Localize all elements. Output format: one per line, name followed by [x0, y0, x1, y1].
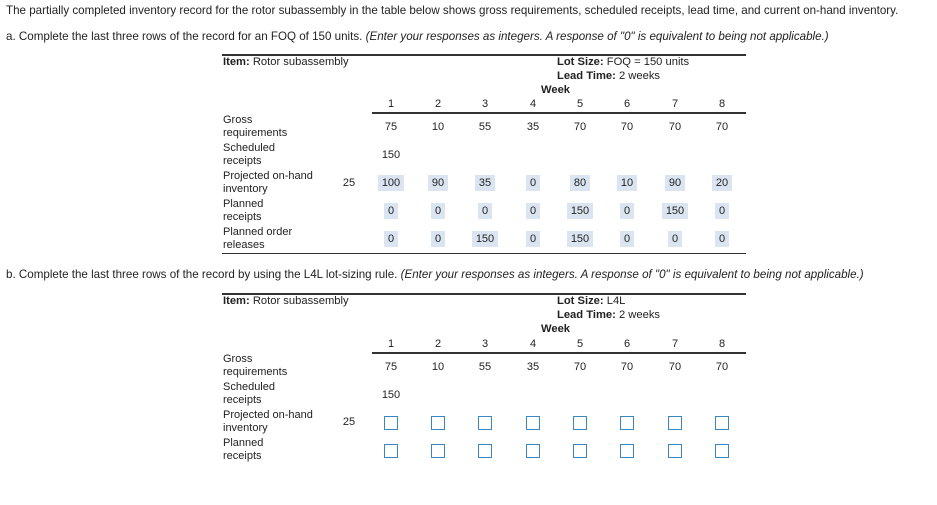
- part-a-lot-label: Lot Size:: [557, 56, 604, 68]
- part-b-poh-input-week-4[interactable]: [526, 416, 540, 430]
- part-b-gross-week-8: 70: [715, 361, 729, 373]
- part-a-por-week-8[interactable]: 0: [715, 231, 729, 247]
- part-a-week-header-7: 7: [671, 98, 679, 110]
- part-b-poh-input-week-8[interactable]: [715, 416, 729, 430]
- part-a-bottom-rule: [222, 253, 746, 254]
- part-b-planned-input-week-3[interactable]: [478, 444, 492, 458]
- part-a-gross-week-6: 70: [620, 121, 634, 133]
- part-a-poh-label-line2: inventory: [223, 183, 268, 195]
- part-a-on-hand: 25: [342, 177, 356, 189]
- part-a-sched-week-1: 150: [381, 149, 401, 161]
- part-b-gross-label: [223, 353, 333, 379]
- part-a-lead-value: 2 weeks: [618, 70, 661, 82]
- part-b-poh-label-line1: Projected on-hand: [223, 409, 313, 421]
- part-a-por-label: [223, 226, 333, 252]
- part-b-gross-week-4: 35: [526, 361, 540, 373]
- part-a-poh-week-7[interactable]: 90: [665, 175, 685, 191]
- part-a-por-week-5[interactable]: 150: [567, 231, 593, 247]
- part-a-por-label-line1: Planned order: [223, 226, 293, 238]
- part-b-gross-week-5: 70: [573, 361, 587, 373]
- part-b-planned-label-line1: Planned: [223, 437, 264, 449]
- part-b-planned-label-line2: receipts: [223, 450, 262, 462]
- part-a-gross-label-line2: requirements: [223, 127, 288, 139]
- part-a-week-header-2: 2: [434, 98, 442, 110]
- part-b-lot-value: L4L: [606, 295, 626, 307]
- part-a-gross-week-2: 10: [431, 121, 445, 133]
- part-a-por-label-line2: releases: [223, 239, 265, 251]
- part-b-planned-input-week-8[interactable]: [715, 444, 729, 458]
- part-a-planned-week-3[interactable]: 0: [478, 203, 492, 219]
- part-b-poh-label-line2: inventory: [223, 422, 268, 434]
- part-a-poh-week-8[interactable]: 20: [712, 175, 732, 191]
- part-b-item: [223, 295, 349, 307]
- part-b-text: Complete the last three rows of the record by using the L4L lot-sizing rule.: [18, 268, 398, 281]
- part-a-week-header-5: 5: [576, 98, 584, 110]
- part-a-por-week-1[interactable]: 0: [384, 231, 398, 247]
- part-a-planned-label-line2: receipts: [223, 211, 262, 223]
- part-a-por-week-2[interactable]: 0: [431, 231, 445, 247]
- part-b-lead-label: Lead Time:: [557, 309, 616, 321]
- part-a-week-rule: [372, 112, 746, 114]
- part-b-item-label: Item:: [223, 295, 250, 307]
- part-a-poh-week-3[interactable]: 35: [475, 175, 495, 191]
- part-b-planned-input-week-5[interactable]: [573, 444, 587, 458]
- part-b-week-header-1: 1: [387, 338, 395, 350]
- part-b-gross-week-6: 70: [620, 361, 634, 373]
- part-a-poh-week-2[interactable]: 90: [428, 175, 448, 191]
- part-a-poh-week-4[interactable]: 0: [526, 175, 540, 191]
- part-a-sched-label: [223, 142, 333, 168]
- part-a-gross-week-3: 55: [478, 121, 492, 133]
- part-a-planned-week-7[interactable]: 150: [662, 203, 688, 219]
- part-a-item-label: Item:: [223, 56, 250, 68]
- part-a-por-week-3[interactable]: 150: [472, 231, 498, 247]
- part-b-planned-input-week-1[interactable]: [384, 444, 398, 458]
- part-a-poh-week-6[interactable]: 10: [617, 175, 637, 191]
- part-a-planned-week-4[interactable]: 0: [526, 203, 540, 219]
- part-a-poh-week-5[interactable]: 80: [570, 175, 590, 191]
- part-a-week-label: Week: [541, 84, 571, 96]
- part-b-lead-value: 2 weeks: [618, 309, 661, 321]
- part-a-poh-week-1[interactable]: 100: [378, 175, 404, 191]
- part-a-instruction: (Enter your responses as integers. A response of "0" is equivalent to being not applicable.): [365, 30, 829, 43]
- part-b-poh-input-week-2[interactable]: [431, 416, 445, 430]
- part-a-week-header-3: 3: [481, 98, 489, 110]
- part-b-item-value: Rotor subassembly: [252, 295, 349, 307]
- part-b-gross-week-3: 55: [478, 361, 492, 373]
- part-a-question: [6, 30, 829, 43]
- part-a-por-week-7[interactable]: 0: [668, 231, 682, 247]
- part-b-sched-label-line2: receipts: [223, 394, 262, 406]
- part-a-gross-label: [223, 114, 333, 140]
- part-a-lead-label: Lead Time:: [557, 70, 616, 82]
- part-b-poh-label: [223, 409, 333, 435]
- part-a-gross-week-8: 70: [715, 121, 729, 133]
- part-b-week-rule: [372, 352, 746, 354]
- part-a-lead-time: [557, 70, 660, 82]
- part-b-sched-week-1: 150: [381, 389, 401, 401]
- part-b-poh-input-week-3[interactable]: [478, 416, 492, 430]
- part-b-planned-input-week-2[interactable]: [431, 444, 445, 458]
- part-b-gross-week-2: 10: [431, 361, 445, 373]
- part-b-week-header-8: 8: [718, 338, 726, 350]
- part-b-lot-size: [557, 295, 625, 307]
- part-a-planned-week-8[interactable]: 0: [715, 203, 729, 219]
- part-a-poh-label-line1: Projected on-hand: [223, 170, 313, 182]
- part-a-sched-label-line1: Scheduled: [223, 142, 275, 154]
- part-b-planned-input-week-7[interactable]: [668, 444, 682, 458]
- part-a-item: [223, 56, 349, 68]
- part-a-poh-label: [223, 170, 333, 196]
- part-b-on-hand: 25: [342, 416, 356, 428]
- part-b-planned-input-week-4[interactable]: [526, 444, 540, 458]
- part-a-gross-week-5: 70: [573, 121, 587, 133]
- part-a-week-header-4: 4: [529, 98, 537, 110]
- part-a-planned-week-1[interactable]: 0: [384, 203, 398, 219]
- part-b-sched-label: [223, 381, 333, 407]
- part-b-gross-label-line1: Gross: [223, 353, 253, 365]
- part-b-lot-label: Lot Size:: [557, 295, 604, 307]
- part-b-week-header-4: 4: [529, 338, 537, 350]
- part-b-poh-input-week-5[interactable]: [573, 416, 587, 430]
- part-a-planned-label-line1: Planned: [223, 198, 264, 210]
- part-b-week-header-6: 6: [623, 338, 631, 350]
- intro-text: The partially completed inventory record for the rotor subassembly in the table below shows gross requirements, scheduled receipts, lead time, and current on-hand inventory.: [6, 4, 899, 17]
- part-b-week-header-7: 7: [671, 338, 679, 350]
- part-a-item-value: Rotor subassembly: [252, 56, 349, 68]
- part-b-instruction: (Enter your responses as integers. A response of "0" is equivalent to being not applicable.): [400, 268, 864, 281]
- part-b-planned-label: [223, 437, 333, 463]
- part-a-gross-label-line1: Gross: [223, 114, 253, 126]
- part-a-por-week-6[interactable]: 0: [620, 231, 634, 247]
- part-a-lot-value: FOQ = 150 units: [606, 56, 690, 68]
- part-a-sched-label-line2: receipts: [223, 155, 262, 167]
- part-b-gross-label-line2: requirements: [223, 366, 288, 378]
- part-a-por-week-4[interactable]: 0: [526, 231, 540, 247]
- part-b-sched-label-line1: Scheduled: [223, 381, 275, 393]
- part-a-planned-week-6[interactable]: 0: [620, 203, 634, 219]
- part-a-gross-week-1: 75: [384, 121, 398, 133]
- part-a-gross-week-4: 35: [526, 121, 540, 133]
- part-a-planned-week-2[interactable]: 0: [431, 203, 445, 219]
- part-b-gross-week-7: 70: [668, 361, 682, 373]
- part-b-poh-input-week-7[interactable]: [668, 416, 682, 430]
- part-b-poh-input-week-1[interactable]: [384, 416, 398, 430]
- part-a-prefix: a.: [6, 30, 16, 43]
- part-b-week-header-2: 2: [434, 338, 442, 350]
- part-b-gross-week-1: 75: [384, 361, 398, 373]
- part-b-lead-time: [557, 309, 660, 321]
- part-a-gross-week-7: 70: [668, 121, 682, 133]
- part-a-text: Complete the last three rows of the record for an FOQ of 150 units.: [18, 30, 363, 43]
- part-a-lot-size: [557, 56, 689, 68]
- part-a-week-header-1: 1: [387, 98, 395, 110]
- part-b-week-header-3: 3: [481, 338, 489, 350]
- part-a-planned-label: [223, 198, 333, 224]
- part-b-planned-input-week-6[interactable]: [620, 444, 634, 458]
- part-a-planned-week-5[interactable]: 150: [567, 203, 593, 219]
- part-a-week-header-6: 6: [623, 98, 631, 110]
- part-b-question: [6, 268, 864, 281]
- part-a-week-header-8: 8: [718, 98, 726, 110]
- part-b-poh-input-week-6[interactable]: [620, 416, 634, 430]
- part-b-week-header-5: 5: [576, 338, 584, 350]
- part-b-week-label: Week: [541, 323, 571, 335]
- part-b-prefix: b.: [6, 268, 16, 281]
